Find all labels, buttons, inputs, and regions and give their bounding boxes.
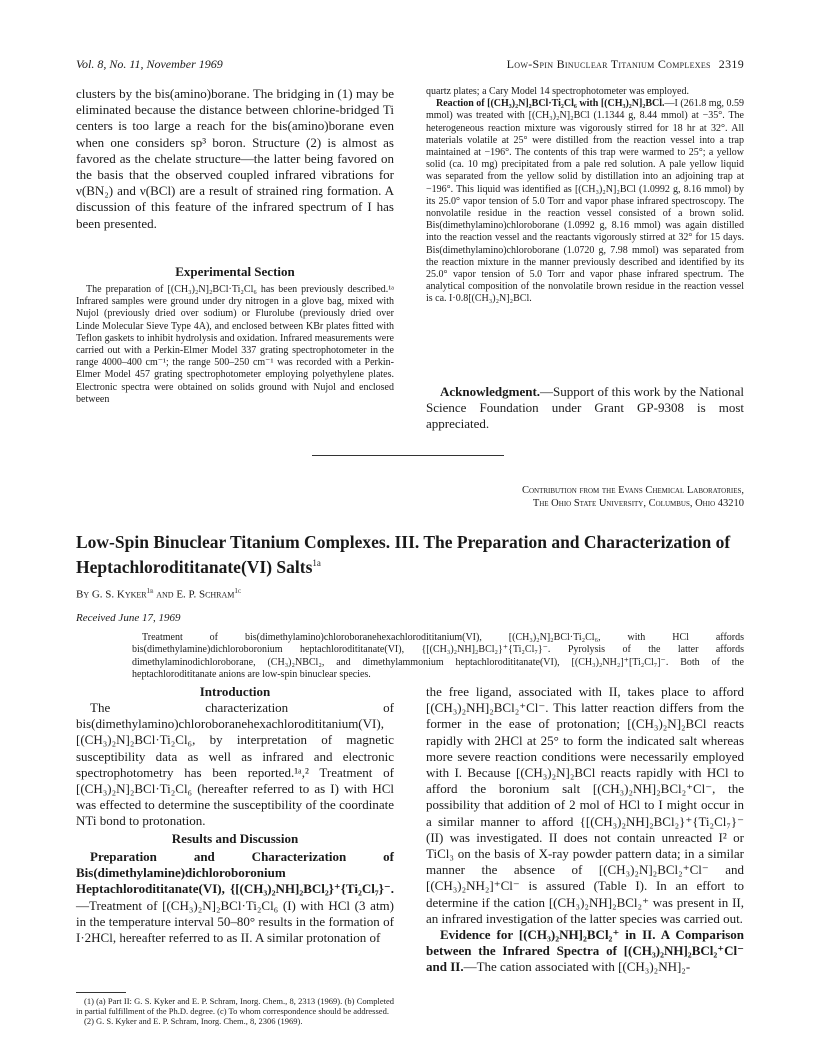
acknowledgment-label: Acknowledgment. <box>440 384 541 399</box>
introduction-heading: Introduction <box>199 684 271 699</box>
right-column-top <box>426 86 744 306</box>
protonation-paragraph: the free ligand, associated with II, takes place to afford [(CH₃)₂NH]₂BCl₂⁺Cl⁻. This latter reaction differs from the former in the ease of protonation; [(CH₃)₂N]₂BCl reacts rapidly with 2HCl at 25° to form the indicated salt whereas more severe reaction conditions were necessarily employed with I. Because [(CH₃)₂N]₂BCl reacts rapidly with HCl to afford the boronium salt [(CH₃)₂NH]₂BCl₂⁺Cl⁻, the possibility that addition of 2 mol of HCl to I might occur in a similar manner to afford {[(CH₃)₂NH]₂BCl₂}⁺{Ti₂Cl₇}⁻ (II) was investigated. II does not contain unreacted I² or TiCl₃ on the basis of X-ray powder pattern data; in a similar manner the absence of [(CH₃)₂N]₂BCl₂⁺Cl⁻ and [(CH₃)₂NH₂]⁺Cl⁻ is assured (Table I). In an effort to determine if the cation [(CH₃)₂NH]₂BCl₂⁺ was present in II, an infrared investigation of the latter species was carried out. <box>426 684 744 926</box>
reaction-paragraph <box>426 98 744 305</box>
reaction-label: Reaction of [(CH₃)₂N]₂BCl·Ti₂Cl₆ with [(CH₃)₂N]₂BCl. <box>436 98 665 110</box>
running-head-short-title: Low-Spin Binuclear Titanium Complexes <box>506 57 711 71</box>
acknowledgment <box>426 384 744 433</box>
footnote-2: (2) G. S. Kyker and E. P. Schram, Inorg. Chem., 8, 2306 (1969). <box>84 1016 303 1027</box>
footnotes <box>76 996 394 1027</box>
byline-sup-2: 1c <box>234 587 242 595</box>
byline-sup-1: 1b <box>146 587 154 595</box>
contribution-line-2: The Ohio State University, Columbus, Ohio 43210 <box>532 498 744 509</box>
evidence-subheading: Evidence for [(CH₃)₂NH]₂BCl₂⁺ in II. A Comparison between the Infrared Spectra of [(CH₃)₂NH]₂BCl₂⁺Cl⁻ and II. <box>426 927 744 975</box>
byline-author-1: By G. S. Kyker <box>76 588 147 601</box>
article-title-text: Low-Spin Binuclear Titanium Complexes. III. The Preparation and Characterization of Heptachlorodititanate(VI) Salts <box>76 532 731 577</box>
contribution-line-1: Contribution from the Evans Chemical Laboratories, <box>521 485 744 496</box>
results-text: —Treatment of [(CH₃)₂N]₂BCl·Ti₂Cl₆ (I) with HCl (3 atm) in the temperature interval 50–80° results in the formation of I·2HCl, hereafter referred to as II. A similar protonation of <box>76 897 394 946</box>
paragraph-continuation: clusters by the bis(amino)borane. The bridging in (1) may be eliminated because the distance between chlorine-bridged Ti centers is too large a reach for the bis(amino)borane even when one considers sp³ boron. Structure (2) is almost as favored as the chelate structure—the latter being favored on the basis that the observed coupled infrared vibrations for ν(BN₂) and ν(BCl) are a result of strained ring formation. A discussion of this feature of the infrared spectrum of I has been presented. <box>76 86 394 231</box>
reaction-text: —I (261.8 mg, 0.59 mmol) was treated with [(CH₃)₂N]₂BCl (1.1344 g, 8.44 mmol) at −35°. The heterogeneous reaction mixture was vigorously stirred for 18 hr at 32°. All materials volatile at 25° were distilled from the reaction vessel into a trap maintained at −196°. The contents of this trap were warmed to 25°; a yellow solid (ca. 10 mg) precipitated from a pale red solution. A pale yellow liquid was separated from the yellow solid by distillation into an adjoining trap at −196°. This liquid was identified as [(CH₃)₂N]₂BCl (1.0992 g, 8.16 mmol) by its 25.0° vapor tension of 5.0 Torr and vapor phase infrared spectroscopy. The nonvolatile residue in the reaction vessel consisted of a brown solid. Bis(dimethylamino)chloroborane (1.0992 g, 8.16 mmol) was again distilled into the reaction vessel and the reactants vigorously stirred at 32° for 15 days. Bis(dimethylamino)chloroborane (1.0720 g, 7.98 mmol) was separated from the reaction mixture in the manner previously described and identified by its 25.0° vapor tension of 5.0 Torr and vapor phase infrared spectrum. The analytical composition of the nonvolatile brown residue in the reaction vessel is ca. I·0.8[(CH₃)₂N]₂BCl. <box>426 98 744 305</box>
received-date: Received June 17, 1969 <box>76 612 181 624</box>
introduction-text: The characterization of bis(dimethylamino)chloroboranehexachlorodititanium(VI), [(CH₃)₂N]₂BCl·Ti₂Cl₆, by interpretation of magnetic susceptibility data as well as infrared and electronic spectrophotometry has been reported.¹ᵃ,² Treatment of [(CH₃)₂N]₂BCl·Ti₂Cl₆ (hereafter referred to as I) with HCl was effected to determine the susceptibility of the coordinate NTi bond to protonation. <box>76 700 394 829</box>
article-title <box>76 532 756 578</box>
evidence-paragraph <box>426 927 744 976</box>
right-column-bottom <box>426 684 744 976</box>
experimental-heading: Experimental Section <box>175 264 295 279</box>
evidence-text: —The cation associated with [(CH₃)₂NH]₂- <box>463 959 691 975</box>
abstract: Treatment of bis(dimethylamino)chloroboranehexachlorodititanium(VI), [(CH₃)₂N]₂BCl·Ti₂Cl₆, with HCl affords bis(dimethylamine)dichloroboronium heptachlorodititanate(VI), {[(CH₃)₂NH]₂BCl₂}⁺{Ti₂Cl₇}⁻. Pyrolysis of the latter affords dimethylaminodichloroborane, (CH₃)₂NBCl₂, and dimethylammonium heptachlorodititanate(VI), [(CH₃)₂NH₂]⁺[Ti₂Cl₇]⁻. Both of the heptachlorodititanate anions are low-spin binuclear species. <box>132 632 744 681</box>
page-number: 2319 <box>718 57 744 71</box>
running-head-journal: Vol. 8, No. 11, November 1969 <box>76 57 223 71</box>
left-column-top <box>76 86 394 232</box>
running-head-title <box>426 57 744 72</box>
article-separator <box>312 455 504 456</box>
footnote-1: (1) (a) Part II: G. S. Kyker and E. P. Schram, Inorg. Chem., 8, 2313 (1969). (b) Completed in partial fulfillment of the Ph.D. degree. (c) To whom correspondence should be addressed. <box>76 996 394 1017</box>
results-heading: Results and Discussion <box>171 831 299 846</box>
experimental-text: The preparation of [(CH₃)₂N]₂BCl·Ti₂Cl₆ has been previously described.¹ᵃ Infrared samples were ground under dry nitrogen in a glove bag, mixed with Nujol (previously dried over sodium) or Flurolube (previously dried over Linde Molecular Sieve Type 4A), and enclosed between KBr plates fitted with Teflon gaskets to inhibit hydrolysis and oxidation. Infrared measurements were carried out with a Perkin-Elmer Model 337 grating spectrophotometer in the range 4000–400 cm⁻¹; the range 500–250 cm⁻¹ was recorded with a Perkin-Elmer Model 457 grating spectrophotometer employing polyethylene plates. Electronic spectra were obtained on solids ground with Nujol and enclosed between <box>76 284 394 405</box>
byline <box>76 587 241 601</box>
contribution-affiliation <box>430 484 744 510</box>
paragraph-continuation-right: quartz plates; a Cary Model 14 spectrophotometer was employed. <box>426 86 689 97</box>
results-paragraph <box>76 849 394 946</box>
byline-author-2: and E. P. Schram <box>153 588 235 601</box>
results-subheading: Preparation and Characterization of Bis(dimethylamine)dichloroboronium Heptachlorodititanate(VI), {[(CH₃)₂NH]₂BCl₂}⁺{Ti₂Cl₇}⁻. <box>76 849 394 897</box>
acknowledgment-text: —Support of this work by the National Science Foundation under Grant GP-9308 is most appreciated. <box>426 384 744 432</box>
footnote-rule <box>76 992 126 993</box>
title-footnote-mark: 1a <box>312 558 321 568</box>
